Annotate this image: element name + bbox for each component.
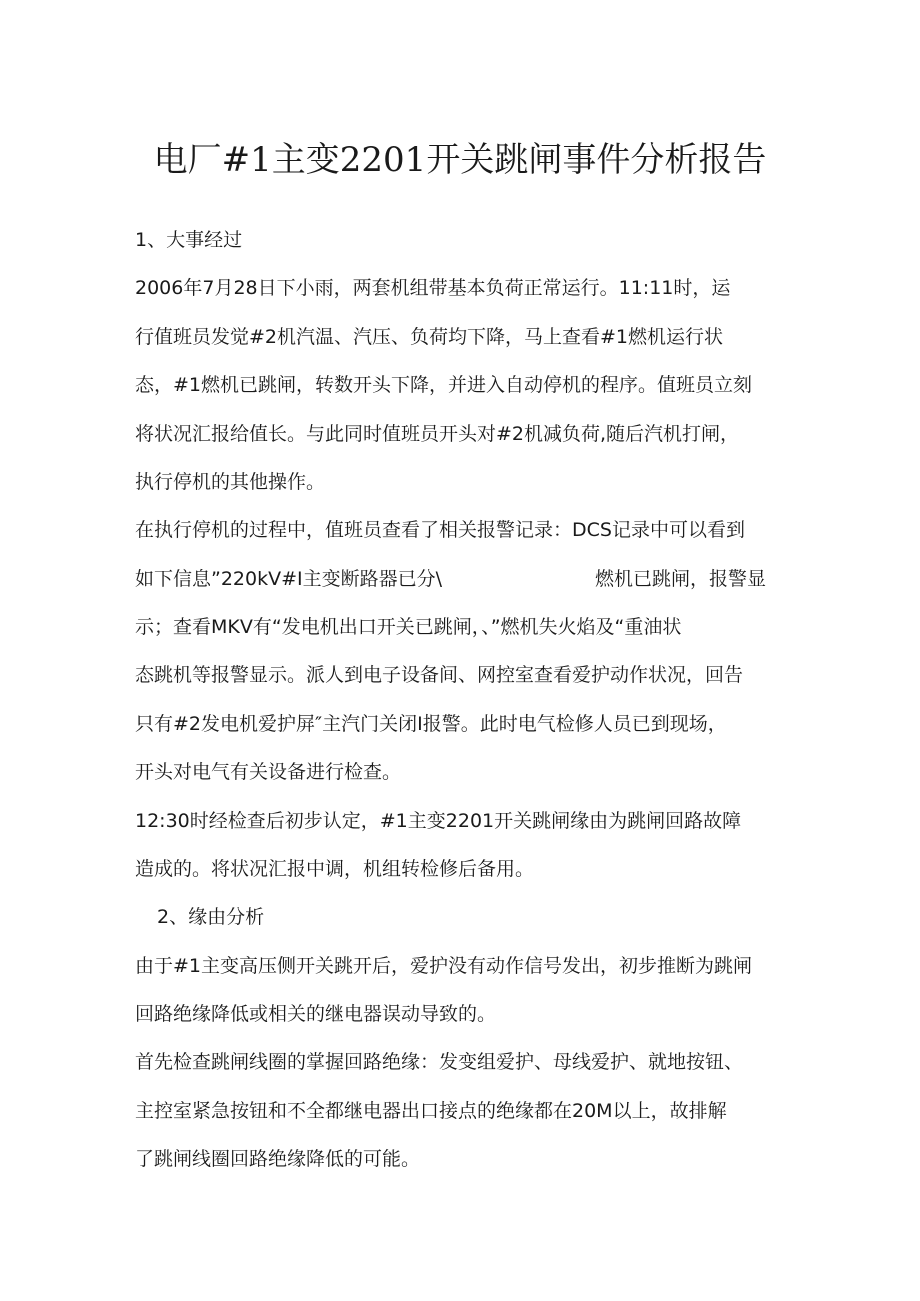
paragraph-line: 2006年7月28日下小雨，两套机组带基本负荷正常运行。11:11时，运 [135, 277, 731, 299]
paragraph-line: 了跳闸线圈回路绝缘降低的可能。 [135, 1148, 421, 1170]
paragraph-line: 开头对电气有关设备进行检查。 [135, 761, 402, 783]
paragraph-line: 态，#1燃机已跳闸，转数开头下降，并进入自动停机的程序。值班员立刻 [135, 374, 753, 396]
section-heading: 2、缘由分析 [157, 906, 265, 928]
paragraph-line: 首先检查跳闸线圈的掌握回路绝缘：发变组爱护、母线爱护、就地按钮、 [135, 1051, 744, 1073]
paragraph-line: 造成的。将状况汇报中调，机组转检修后备用。 [135, 858, 535, 880]
paragraph-line: 12:30时经检查后初步认定，#1主变2201开关跳闸缘由为跳闸回路故障 [135, 810, 742, 832]
paragraph-line: 只有#2发电机爱护屏″主汽门关闭I报警。此时电气检修人员已到现场， [135, 713, 727, 735]
paragraph-line: 主控室紧急按钮和不全都继电器出口接点的绝缘都在20M以上，故排解 [135, 1100, 727, 1122]
paragraph-line [135, 566, 442, 592]
paragraph-line: 将状况汇报给值长。与此同时值班员开头对#2机减负荷,随后汽机打闸， [135, 423, 740, 445]
paragraph-line: 回路绝缘降低或相关的继电器误动导致的。 [135, 1003, 497, 1025]
paragraph-line-head: 如下信息”220kV#I主变断路器已分\ [135, 568, 443, 590]
paragraph-line: 示；查看MKV有“发电机出口开关已跳闸，、”燃机失火焰及“重油状 [135, 616, 682, 638]
paragraph-line: 行值班员发觉#2机汽温、汽压、负荷均下降，马上查看#1燃机运行状 [135, 326, 724, 348]
paragraph-line: 由于#1主变高压侧开关跳开后，爱护没有动作信号发出，初步推断为跳闸 [135, 955, 753, 977]
paragraph-line: 态跳机等报警显示。派人到电子设备间、网控室查看爱护动作状况，回告 [135, 664, 744, 686]
paragraph-line: 执行停机的其他操作。 [135, 471, 326, 493]
document-title: 电厂#1主变2201开关跳闸事件分析报告 [153, 140, 767, 180]
paragraph-line-tail: 燃机已跳闸，报警显 [595, 568, 767, 590]
section-heading: 1、大事经过 [135, 229, 243, 251]
paragraph-line: 在执行停机的过程中，值班员查看了相关报警记录：DCS记录中可以看到 [135, 519, 745, 541]
